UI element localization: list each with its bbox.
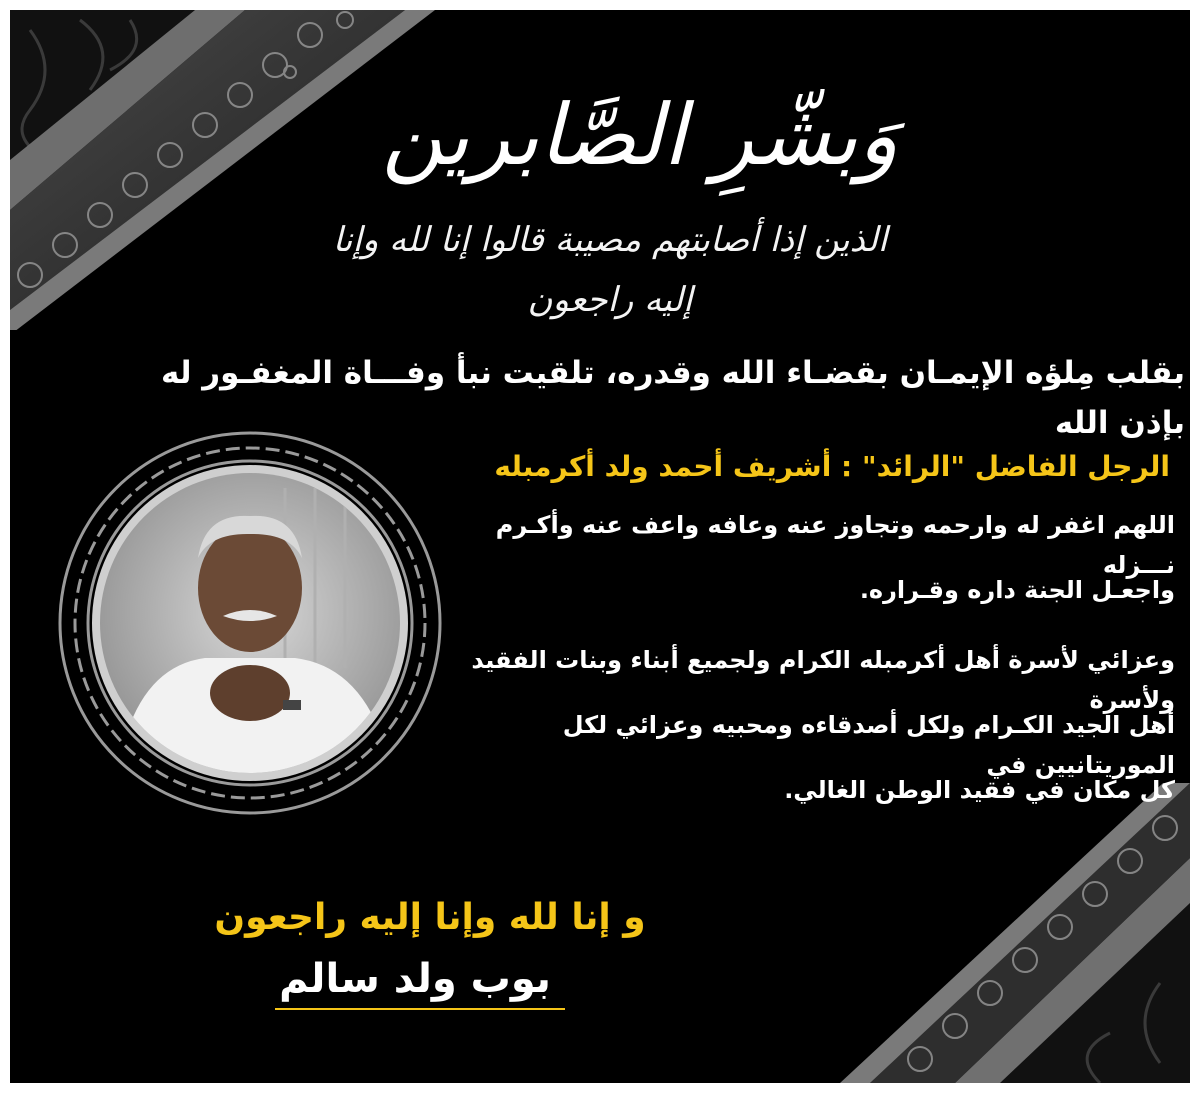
- calligraphy-title: وَبشّرِ الصَّابرين: [381, 86, 899, 184]
- prayer-line-1: اللهم اغفر له وارحمه وتجاوز عنه وعافه واعف عنه وأكـرم نـــزله: [495, 511, 1175, 579]
- closing-phrase: و إنا لله وإنا إليه راجعون: [214, 897, 646, 938]
- condolence-card: [10, 10, 1190, 1083]
- condolence-line-3: كل مكان في فقيد الوطن الغالي.: [784, 776, 1175, 804]
- condolence-line-1: وعزائي لأسرة أهل أكرمبله الكرام ولجميع أبناء وبنات الفقيد ولأسرة: [471, 646, 1175, 714]
- quran-verse: الذين إذا أصابتهم مصيبة قالوا إنا لله وإنا إليه راجعون: [332, 220, 888, 320]
- condolence-line-2: أهل الجيد الكـرام ولكل أصدقاءه ومحبيه وعزائي لكل الموريتانيين في: [562, 711, 1175, 779]
- deceased-name-line: الرجل الفاضل "الرائد" : أشريف أحمد ولد أكرمبله: [494, 450, 1170, 483]
- signature: بوب ولد سالم: [279, 956, 551, 1002]
- prayer-line-2: واجعـل الجنة داره وقـراره.: [859, 576, 1175, 604]
- ornamental-frame-icon: [55, 408, 445, 838]
- ornament-band-bottom-right: [720, 783, 1190, 1083]
- signature-underline: [275, 1008, 565, 1010]
- intro-line: بقلب مِلؤه الإيمـان بقضـاء الله وقدره، تلقيت نبأ وفـــاة المغفـور له بإذن الله: [161, 355, 1185, 441]
- portrait-frame: [55, 408, 445, 838]
